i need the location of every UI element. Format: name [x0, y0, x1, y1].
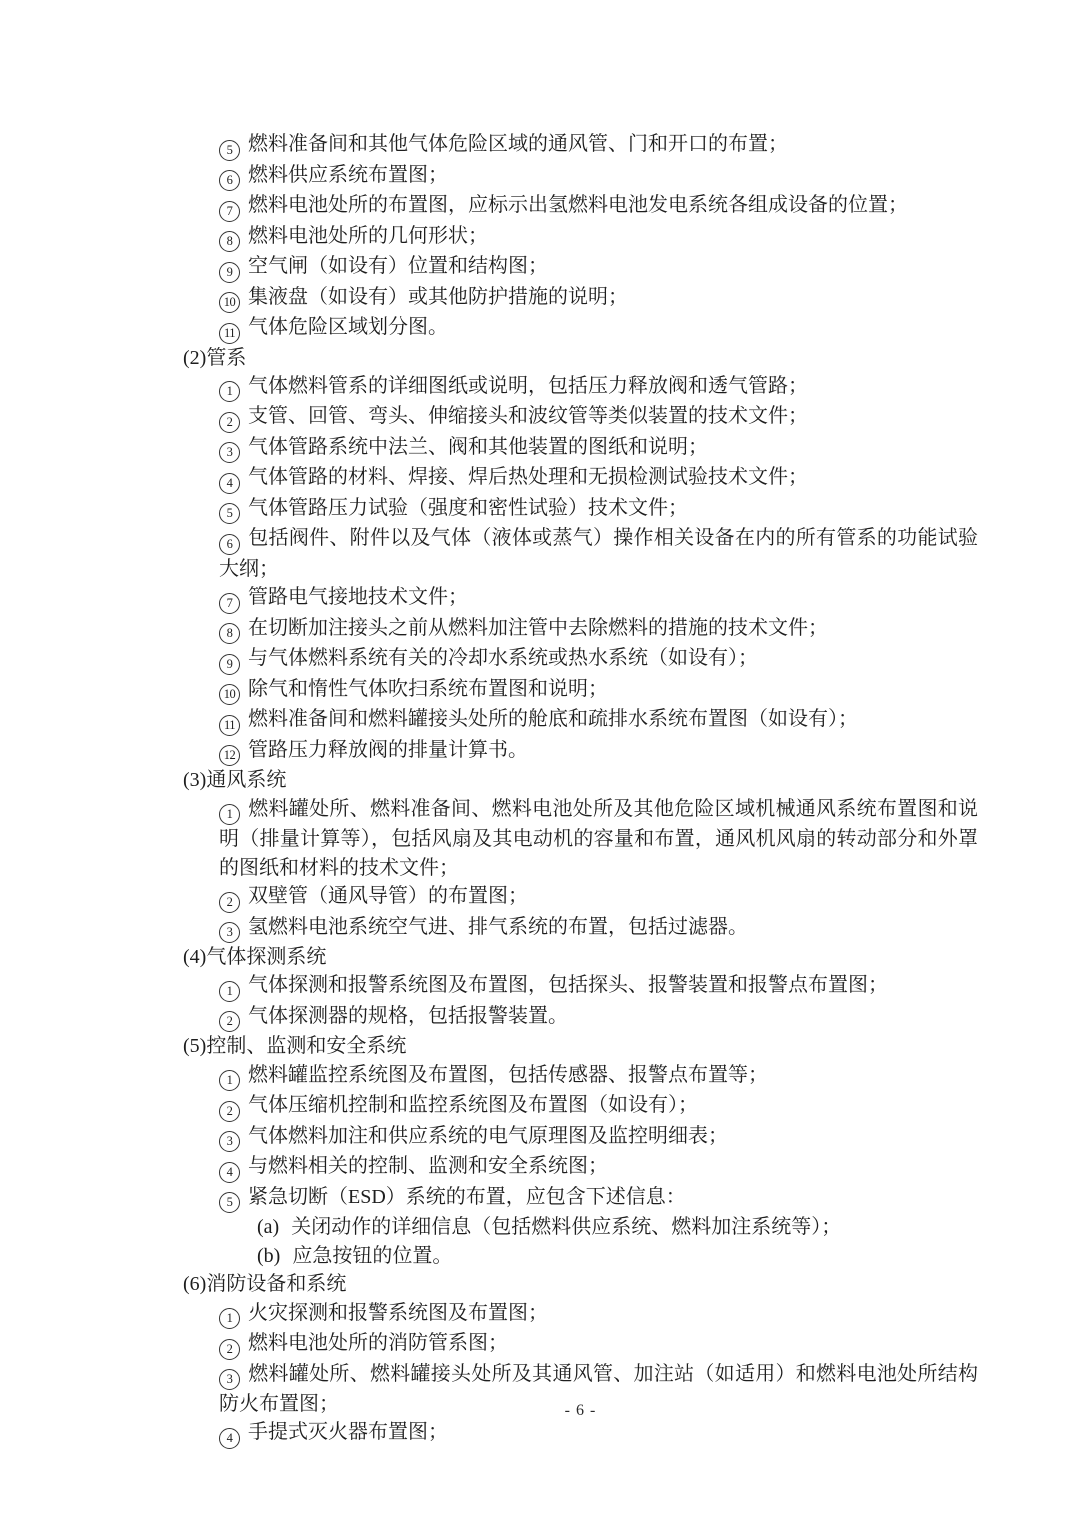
circled-number-marker: 4 — [219, 473, 240, 494]
circled-number-marker: 7 — [219, 201, 240, 222]
list-item — [219, 675, 978, 706]
subitem-text: 关闭动作的详细信息（包括燃料供应系统、燃料加注系统等）； — [291, 1216, 842, 1239]
list-item — [219, 882, 978, 913]
sub-list-item — [257, 1242, 978, 1270]
item-text: 气体燃料管系的详细图纸或说明，包括压力释放阀和透气管路； — [248, 374, 808, 397]
list-item — [219, 705, 978, 736]
circled-number-marker: 1 — [219, 981, 240, 1002]
circled-number-marker: 1 — [219, 804, 240, 825]
circled-number-marker: 1 — [219, 1070, 240, 1091]
circled-number-marker: 11 — [219, 323, 240, 344]
list-item — [219, 795, 978, 882]
item-text: 双壁管（通风导管）的布置图； — [248, 885, 528, 908]
item-text: 燃料电池处所的消防管系图； — [248, 1332, 508, 1355]
item-text: 火灾探测和报警系统图及布置图； — [248, 1301, 548, 1324]
item-text: 气体危险区域划分图。 — [248, 316, 448, 338]
circled-number-marker: 2 — [219, 1101, 240, 1122]
item-text: 气体压缩机控制和监控系统图及布置图（如设有）； — [248, 1094, 698, 1117]
item-text: 气体管路系统中法兰、阀和其他装置的图纸和说明； — [248, 435, 708, 458]
circled-number-marker: 9 — [219, 654, 240, 675]
list-item — [219, 283, 978, 314]
list-item — [219, 313, 978, 344]
circled-number-marker: 5 — [219, 503, 240, 524]
page-number: - 6 - — [564, 1402, 597, 1419]
list-item — [219, 971, 978, 1002]
item-text: 除气和惰性气体吹扫系统布置图和说明； — [248, 677, 608, 700]
item-text: 气体探测和报警系统图及布置图，包括探头、报警装置和报警点布置图； — [248, 974, 888, 997]
list-item — [219, 1329, 978, 1360]
list-item — [219, 1183, 978, 1270]
letter-marker: (a) — [257, 1216, 280, 1239]
item-text: 燃料准备间和燃料罐接头处所的舱底和疏排水系统布置图（如设有）； — [248, 708, 858, 731]
item-text: 手提式灭火器布置图； — [248, 1421, 448, 1444]
document-body — [183, 130, 978, 1449]
circled-number-marker: 3 — [219, 922, 240, 943]
item-text: 支管、回管、弯头、伸缩接头和波纹管等类似装置的技术文件； — [248, 405, 808, 428]
circled-number-marker: 7 — [219, 593, 240, 614]
list-item — [219, 191, 978, 222]
letter-marker: (b) — [257, 1244, 281, 1267]
list-item — [219, 1091, 978, 1122]
item-text: 燃料准备间和其他气体危险区域的通风管、门和开口的布置； — [248, 133, 788, 155]
item-text: 燃料罐监控系统图及布置图，包括传感器、报警点布置等； — [248, 1063, 768, 1086]
section-heading: (6)消防设备和系统 — [183, 1273, 347, 1296]
list-item — [219, 433, 978, 464]
circled-number-marker: 3 — [219, 1369, 240, 1390]
circled-number-marker: 12 — [219, 745, 240, 766]
circled-number-marker: 1 — [219, 381, 240, 402]
list-item — [219, 524, 978, 583]
list-item — [219, 222, 978, 253]
circled-number-marker: 8 — [219, 623, 240, 644]
item-text: 集液盘（如设有）或其他防护措施的说明； — [248, 285, 628, 308]
item-text: 在切断加注接头之前从燃料加注管中去除燃料的措施的技术文件； — [248, 616, 828, 639]
circled-number-marker: 10 — [219, 684, 240, 705]
list-item — [219, 1002, 978, 1033]
item-text: 气体管路压力试验（强度和密性试验）技术文件； — [248, 496, 688, 519]
circled-number-marker: 2 — [219, 1339, 240, 1360]
list-item — [219, 130, 978, 161]
circled-number-marker: 10 — [219, 292, 240, 313]
list-item — [219, 1299, 978, 1330]
list-item — [219, 583, 978, 614]
list-item — [219, 463, 978, 494]
item-text: 管路压力释放阀的排量计算书。 — [248, 738, 528, 761]
list-item — [219, 161, 978, 192]
circled-number-marker: 9 — [219, 262, 240, 283]
item-text: 燃料罐处所、燃料准备间、燃料电池处所及其他危险区域机械通风系统布置图和说明（排量计算等），包括风扇及其电动机的容量和布置，通风机风扇的转动部分和外罩的图纸和材料的技术文件； — [219, 797, 978, 879]
item-text: 与燃料相关的控制、监测和安全系统图； — [248, 1155, 608, 1178]
circled-number-marker: 2 — [219, 1011, 240, 1032]
circled-number-marker: 8 — [219, 231, 240, 252]
list-item — [219, 1122, 978, 1153]
item-text: 燃料罐处所、燃料罐接头处所及其通风管、加注站（如适用）和燃料电池处所结构防火布置图； — [219, 1362, 978, 1416]
list-item — [219, 644, 978, 675]
item-text: 氢燃料电池系统空气进、排气系统的布置，包括过滤器。 — [248, 915, 748, 938]
item-text: 紧急切断（ESD）系统的布置，应包含下述信息： — [248, 1185, 686, 1208]
item-text: 燃料电池处所的几何形状； — [248, 224, 488, 247]
list-item — [219, 252, 978, 283]
item-text: 管路电气接地技术文件； — [248, 586, 468, 609]
circled-number-marker: 2 — [219, 412, 240, 433]
list-item — [219, 736, 978, 767]
circled-number-marker: 4 — [219, 1428, 240, 1449]
list-item — [219, 372, 978, 403]
section-heading: (2)管系 — [183, 346, 247, 369]
item-text: 燃料供应系统布置图； — [248, 163, 448, 186]
circled-number-marker: 11 — [219, 715, 240, 736]
section-heading: (4)气体探测系统 — [183, 946, 327, 969]
subitem-text: 应急按钮的位置。 — [292, 1244, 453, 1267]
circled-number-marker: 6 — [219, 534, 240, 555]
section-heading: (3)通风系统 — [183, 769, 287, 792]
circled-number-marker: 3 — [219, 442, 240, 463]
circled-number-marker: 2 — [219, 892, 240, 913]
list-item — [219, 494, 978, 525]
circled-number-marker: 5 — [219, 140, 240, 161]
item-text: 空气闸（如设有）位置和结构图； — [248, 255, 548, 277]
item-text: 气体管路的材料、焊接、焊后热处理和无损检测试验技术文件； — [248, 466, 808, 489]
section-heading: (5)控制、监测和安全系统 — [183, 1035, 407, 1058]
list-item — [219, 1061, 978, 1092]
item-text: 气体燃料加注和供应系统的电气原理图及监控明细表； — [248, 1124, 728, 1147]
circled-number-marker: 3 — [219, 1131, 240, 1152]
list-item — [219, 402, 978, 433]
list-item — [219, 913, 978, 944]
item-text: 气体探测器的规格，包括报警装置。 — [248, 1004, 568, 1027]
circled-number-marker: 6 — [219, 170, 240, 191]
circled-number-marker: 4 — [219, 1162, 240, 1183]
item-text: 燃料电池处所的布置图，应标示出氢燃料电池发电系统各组成设备的位置； — [248, 194, 908, 216]
list-item — [219, 614, 978, 645]
item-text: 与气体燃料系统有关的冷却水系统或热水系统（如设有）； — [248, 647, 758, 670]
list-item — [219, 1418, 978, 1449]
sub-list-item — [257, 1213, 978, 1241]
circled-number-marker: 5 — [219, 1192, 240, 1213]
item-text: 包括阀件、附件以及气体（液体或蒸气）操作相关设备在内的所有管系的功能试验大纲； — [219, 527, 978, 580]
circled-number-marker: 1 — [219, 1308, 240, 1329]
list-item — [219, 1152, 978, 1183]
